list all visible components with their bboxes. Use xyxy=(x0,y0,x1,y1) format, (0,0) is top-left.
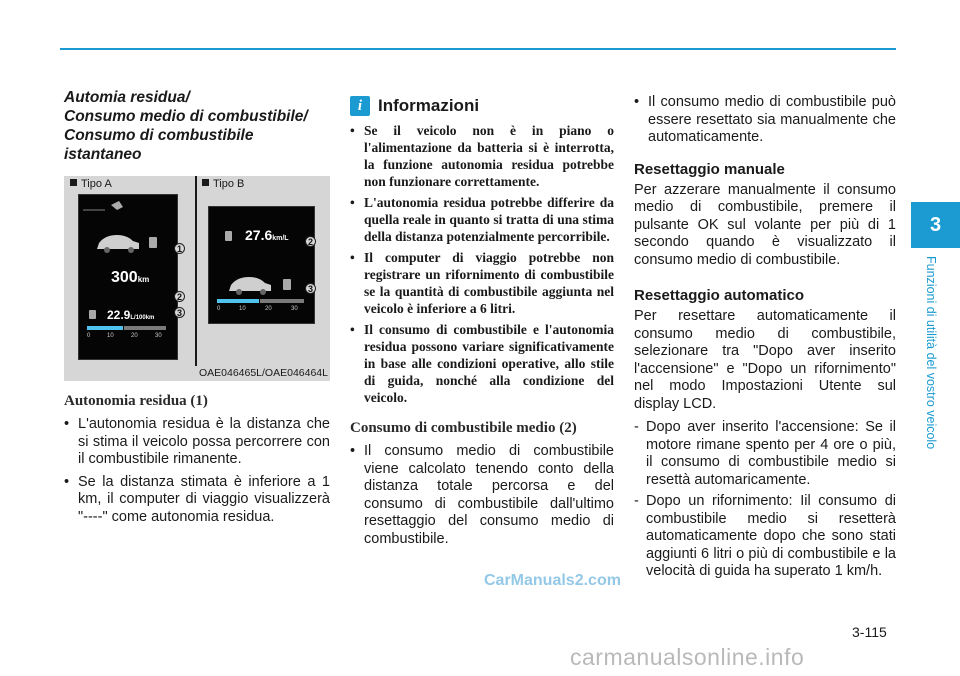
callout-badge-3-b: 3 xyxy=(305,283,316,294)
cluster-screen-a xyxy=(78,194,178,360)
info-icon: i xyxy=(350,96,370,116)
section-title-autonomy: Autonomia residua (1) xyxy=(64,393,208,409)
efficiency-bar-fill xyxy=(217,299,259,303)
efficiency-value: 27.6 xyxy=(245,227,273,243)
page-number: 3-115 xyxy=(852,624,887,640)
scale-label: 20 xyxy=(265,306,272,312)
scale-label: 30 xyxy=(291,306,298,312)
auto-reset-text: Per resettare automaticamente il consumo medio di combustibile, selezionare tra "Dopo aver inserito l'accensione" e "Dopo un rifornimento" nel modo Impostazioni Utente sul display LCD. xyxy=(634,308,896,412)
list-item: • Il computer di viaggio potrebbe non registrare un rifornimento di combustibile se la quantità di combustibile aggiunta nel veicolo è inferiore a 6 litri. xyxy=(350,249,614,317)
figure-label-a: Tipo A xyxy=(70,178,112,190)
info-title: Informazioni xyxy=(378,96,480,115)
consumption-unit: L/100km xyxy=(130,315,155,321)
heading-line: Automia residua/ xyxy=(64,89,190,106)
callout-badge-2: 2 xyxy=(174,291,185,302)
scale-label: 20 xyxy=(131,333,138,339)
reset-intro-bullets xyxy=(634,94,896,147)
list-item: - Dopo un rifornimento: Iil consumo di combustibile medio si resetterà automaticamente dopo che sono stati aggiunti 6 litri o più di combustibile e la velocità di guida ha superato 1 km/h. xyxy=(634,493,896,581)
section-title-average-consumption: Consumo di combustibile medio (2) xyxy=(350,420,577,436)
scale-label: 30 xyxy=(155,333,162,339)
list-item: • Il consumo di combustibile e l'autonomia residua possono variare significativamente in base alle condizioni operative, allo stile di guida, nonché alla condizione del veicolo. xyxy=(350,321,614,406)
consumption-bar-fill xyxy=(87,326,123,330)
distance-unit: km xyxy=(137,275,150,284)
right-column xyxy=(634,94,896,585)
list-item: - Dopo aver inserito l'accensione: Se il motore rimane spento per 4 ore o più, il consumo di combustibile medio si resettà automaricamente. xyxy=(634,419,896,489)
figure-label-b: Tipo B xyxy=(202,178,244,190)
watermark-footer: carmanualsonline.info xyxy=(570,644,805,670)
average-consumption-bullets xyxy=(350,443,614,548)
consumption-value: 22.9 xyxy=(107,308,131,322)
watermark-logo: CarManuals2.com xyxy=(484,572,621,589)
top-rule xyxy=(60,48,896,50)
middle-column xyxy=(350,96,614,553)
figure-divider xyxy=(195,176,197,366)
list-item: • L'autonomia residua potrebbe differire da quella reale in quanto si tratta di una stima della distanza potenzialmente percorribile. xyxy=(350,194,614,245)
efficiency-bar-track xyxy=(260,299,304,303)
list-item: • Se il veicolo non è in piano o l'alimentazione da batteria si è interrotta, la funzione autonomia residua potrebbe non funzionare correttamente. xyxy=(350,122,614,190)
auto-reset-options xyxy=(634,419,896,581)
heading-line: Consumo di combustibile xyxy=(64,127,254,144)
cluster-figure xyxy=(64,176,330,381)
auto-reset-title: Resettaggio automatico xyxy=(634,287,805,304)
figure-code: OAE046465L/OAE046464L xyxy=(198,367,328,379)
scale-label: 10 xyxy=(239,306,246,312)
section-heading xyxy=(64,88,330,164)
list-item: • L'autonomia residua è la distanza che si stima il veicolo possa percorrere con il combustibile rimanente. xyxy=(64,416,330,469)
cluster-screen-b xyxy=(208,206,315,324)
list-item: • Se la distanza stimata è inferiore a 1 km, il computer di viaggio visualizzerà "----" come autonomia residua. xyxy=(64,474,330,527)
scale-label: 0 xyxy=(87,333,91,339)
callout-badge-2-b: 2 xyxy=(305,236,316,247)
manual-reset-title: Resettaggio manuale xyxy=(634,160,785,178)
car-and-fuel-icons-b xyxy=(209,207,316,325)
info-header xyxy=(350,96,614,116)
info-bullets xyxy=(350,122,614,406)
efficiency-unit: km/L xyxy=(272,235,289,242)
consumption-bar-track xyxy=(124,326,166,330)
callout-badge-3: 3 xyxy=(174,307,185,318)
scale-label: 10 xyxy=(107,333,114,339)
left-column xyxy=(64,88,330,531)
heading-line: istantaneo xyxy=(64,146,142,163)
heading-line: Consumo medio di combustibile/ xyxy=(64,108,308,125)
autonomy-bullets xyxy=(64,416,330,526)
chapter-tab: 3 xyxy=(911,202,960,248)
scale-label: 0 xyxy=(217,306,221,312)
list-item: • Il consumo medio di combustibile può essere resettato sia manualmente che automaticamente. xyxy=(634,94,896,147)
callout-badge-1: 1 xyxy=(174,243,185,254)
list-item: • Il consumo medio di combustibile viene calcolato tenendo conto della distanza totale percorsa e del consumo di combustibile dall'ultimo resettaggio del consumo medio di combustibile. xyxy=(350,443,614,548)
distance-value: 300 xyxy=(111,269,138,286)
chapter-title: Funzioni di utilità del vostro veicolo xyxy=(924,256,938,450)
manual-reset-text: Per azzerare manualmente il consumo medio di combustibile, premere il pulsante OK sul volante per più di 1 secondo quando è visualizzato il consumo medio di combustibile. xyxy=(634,181,896,268)
